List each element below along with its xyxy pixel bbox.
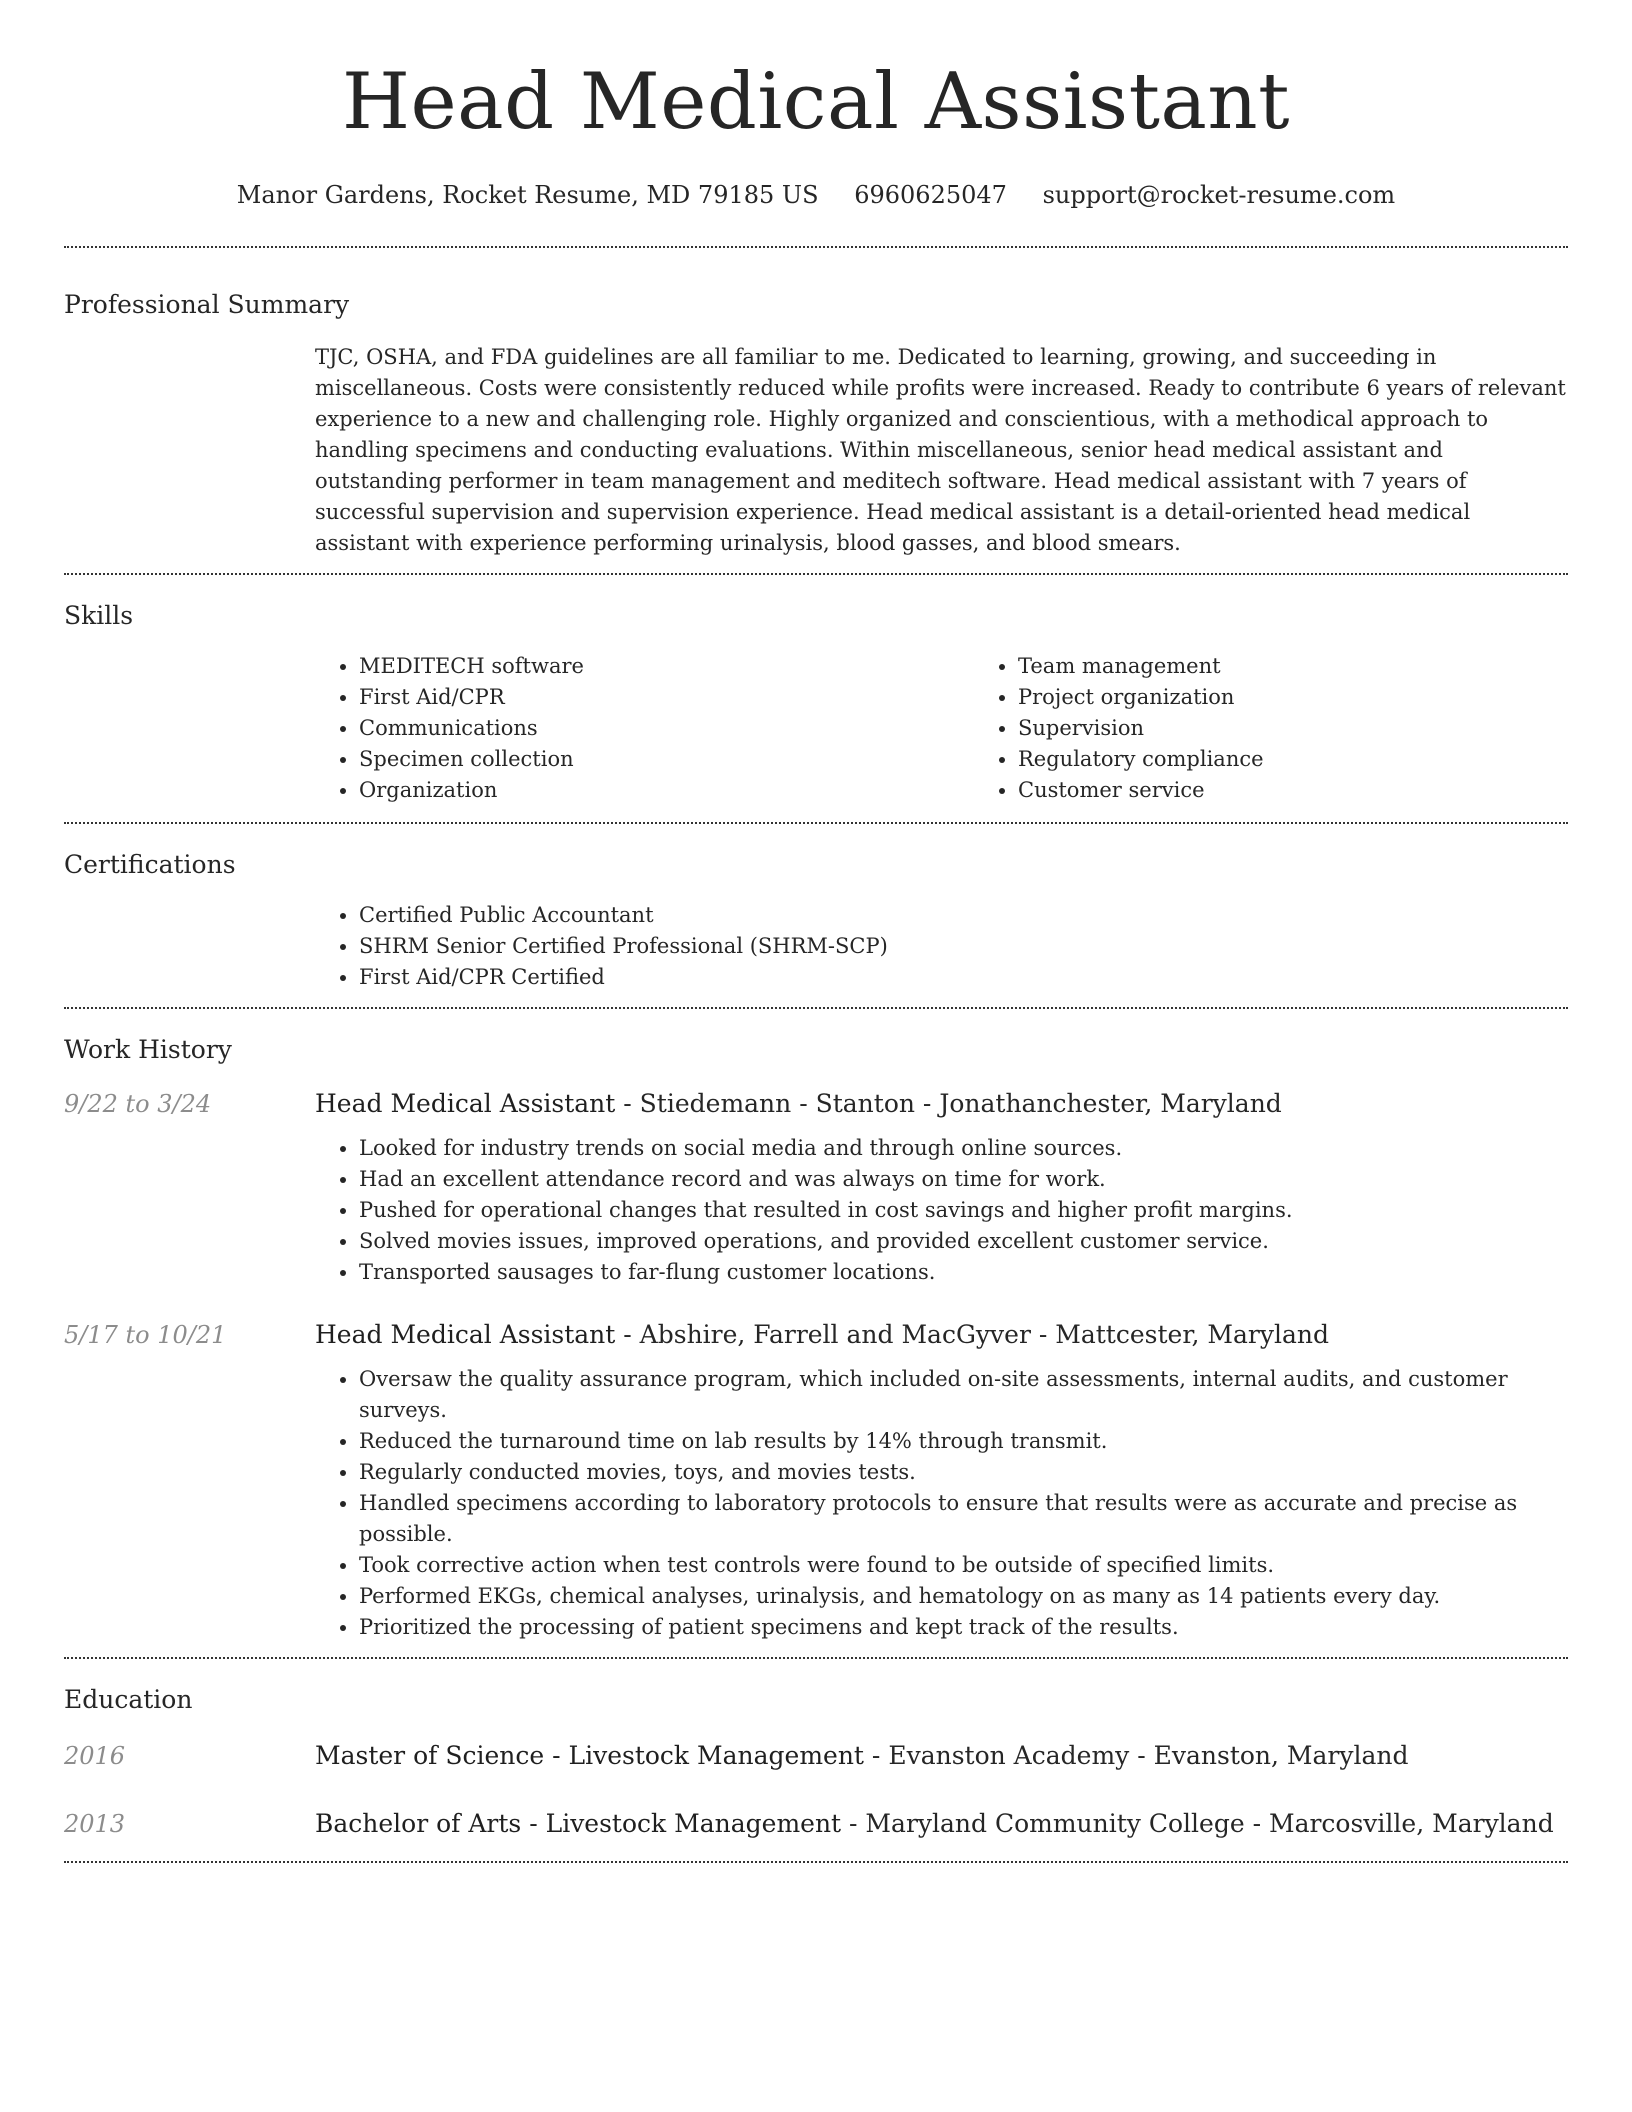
skill-item: • Project organization [1018, 682, 1632, 713]
work-bullet: • Looked for industry trends on social media and through online sources. [359, 1133, 1568, 1164]
skill-item: • Customer service [1018, 775, 1632, 806]
skill-item: • MEDITECH software [359, 651, 974, 682]
work-dates: 9/22 to 3/24 [64, 1090, 212, 1118]
work-role: Head Medical Assistant [315, 1320, 616, 1349]
skill-item: • Specimen collection [359, 744, 974, 775]
skills-title: Skills [64, 601, 134, 630]
education-heading [315, 1739, 1568, 1773]
work-dates: 5/17 to 10/21 [64, 1321, 227, 1349]
education-heading [315, 1807, 1568, 1841]
skill-item: • Regulatory compliance [1018, 744, 1632, 775]
work-heading [315, 1087, 1568, 1121]
education-section [64, 1659, 1568, 1841]
education-school: - Evanston Academy - Evanston, Maryland [863, 1741, 1409, 1770]
work-bullet: • Performed EKGs, chemical analyses, urinalysis, and hematology on as many as 14 patients every day. [359, 1581, 1568, 1612]
education-year: 2016 [64, 1742, 126, 1770]
work-role: Head Medical Assistant [315, 1089, 616, 1118]
work-employer: - Abshire, Farrell and MacGyver - Mattcester, Maryland [615, 1320, 1330, 1349]
education-title: Education [64, 1685, 193, 1714]
work-bullets [315, 1133, 1568, 1288]
certification-item: • First Aid/CPR Certified [359, 962, 1568, 993]
work-bullet: • Pushed for operational changes that resulted in cost savings and higher profit margins. [359, 1195, 1568, 1226]
certifications-section [64, 824, 1568, 993]
contact-phone: 6960625047 [854, 181, 1007, 209]
work-heading [315, 1318, 1568, 1352]
work-history-title: Work History [64, 1035, 232, 1064]
skill-item: • Supervision [1018, 713, 1632, 744]
skill-item: • Organization [359, 775, 974, 806]
skills-section [64, 575, 1568, 806]
work-bullet: • Had an excellent attendance record and was always on time for work. [359, 1164, 1568, 1195]
work-bullet: • Reduced the turnaround time on lab results by 14% through transmit. [359, 1426, 1568, 1457]
education-degree: Master of Science - Livestock Management [315, 1741, 864, 1770]
work-bullet: • Solved movies issues, improved operations, and provided excellent customer service. [359, 1226, 1568, 1257]
contact-address: Manor Gardens, Rocket Resume, MD 79185 US [236, 181, 819, 209]
work-bullet: • Took corrective action when test controls were found to be outside of specified limits. [359, 1550, 1568, 1581]
certification-item: • Certified Public Accountant [359, 900, 1568, 931]
work-bullet: • Transported sausages to far-flung customer locations. [359, 1257, 1568, 1288]
education-school: - Maryland Community College - Marcosville, Maryland [841, 1809, 1554, 1838]
contact-line [64, 178, 1568, 212]
summary-text: TJC, OSHA, and FDA guidelines are all familiar to me. Dedicated to learning, growing, and succeeding in miscellaneous. Costs were consistently reduced while profits were increased. Ready to contribute 6 years of relevant experience to a new and challenging role. Highly organized and conscientious, with a methodical approach to handling specimens and conducting evaluations. Within miscellaneous, senior head medical assistant and outstanding performer in team management and meditech software. Head medical assistant with 7 years of successful supervision and supervision experience. Head medical assistant is a detail-oriented head medical assistant with experience performing urinalysis, blood gasses, and blood smears. [315, 345, 1566, 555]
skill-item: • Communications [359, 713, 974, 744]
work-history-section [64, 1009, 1568, 1643]
work-bullets [315, 1364, 1568, 1643]
certifications-title: Certifications [64, 850, 236, 879]
education-entry [64, 1807, 1568, 1841]
skill-item: • Team management [1018, 651, 1632, 682]
education-entry [64, 1739, 1568, 1773]
work-bullet: • Prioritized the processing of patient specimens and kept track of the results. [359, 1612, 1568, 1643]
contact-email[interactable]: support@rocket-resume.com [1042, 181, 1396, 209]
certifications-list [315, 900, 1568, 993]
work-bullet: • Oversaw the quality assurance program, which included on-site assessments, internal audits, and customer surveys. [359, 1364, 1568, 1426]
certification-item: • SHRM Senior Certified Professional (SHRM-SCP) [359, 931, 1568, 962]
work-bullet: • Regularly conducted movies, toys, and movies tests. [359, 1457, 1568, 1488]
summary-section [64, 248, 1568, 559]
skills-left-list [315, 651, 974, 806]
work-entry [64, 1318, 1568, 1643]
skills-right-list [974, 651, 1632, 806]
candidate-name: Head Medical Assistant [341, 57, 1291, 147]
skills-columns [315, 651, 1568, 806]
education-degree: Bachelor of Arts - Livestock Management [315, 1809, 842, 1838]
summary-title: Professional Summary [64, 290, 350, 319]
education-year: 2013 [64, 1810, 126, 1838]
skill-item: • First Aid/CPR [359, 682, 974, 713]
divider [64, 1861, 1568, 1863]
work-bullet: • Handled specimens according to laboratory protocols to ensure that results were as accurate and precise as possible. [359, 1488, 1568, 1550]
work-employer: - Stiedemann - Stanton - Jonathanchester, Maryland [615, 1089, 1282, 1118]
work-entry [64, 1087, 1568, 1288]
